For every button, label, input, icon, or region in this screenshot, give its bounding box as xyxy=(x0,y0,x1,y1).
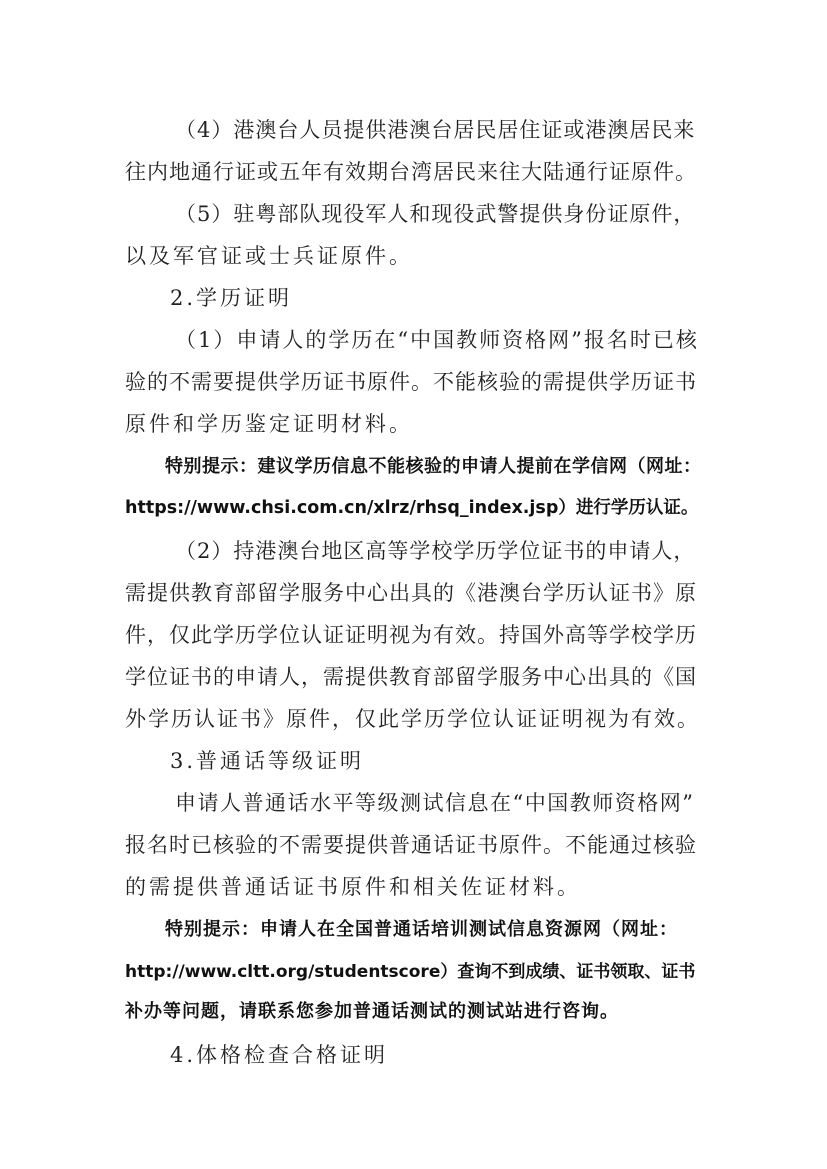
paragraph-4-line-1: （4）港澳台人员提供港澳台居民居住证或港澳居民来 xyxy=(175,118,696,142)
education-item-2-line-4: 学位证书的申请人，需提供教育部留学服务中心出具的《国 xyxy=(125,665,697,689)
mandarin-paragraph-line-2: 报名时已核验的不需要提供普通话证书原件。不能通过核验 xyxy=(125,833,697,857)
mandarin-paragraph-line-3: 的需提供普通话证书原件和相关佐证材料。 xyxy=(125,875,581,899)
paragraph-5-line-1: （5）驻粤部队现役军人和现役武警提供身份证原件， xyxy=(175,202,696,226)
education-item-2-line-5: 外学历认证书》原件，仅此学历学位认证证明视为有效。 xyxy=(125,707,700,731)
section-4-heading: 4.体格检查合格证明 xyxy=(170,1043,389,1067)
education-item-1-line-1: （1）申请人的学历在“中国教师资格网”报名时已核 xyxy=(175,328,699,352)
paragraph-4-line-2: 往内地通行证或五年有效期台湾居民来往大陆通行证原件。 xyxy=(125,160,697,184)
education-item-1-line-3: 原件和学历鉴定证明材料。 xyxy=(125,412,413,436)
section-3-heading: 3.普通话等级证明 xyxy=(170,749,365,773)
section-2-heading: 2.学历证明 xyxy=(170,286,293,310)
mandarin-paragraph-line-1: 申请人普通话水平等级测试信息在“中国教师资格网” xyxy=(175,791,695,815)
education-tip-line-2: https://www.chsi.com.cn/xlrz/rhsq_index.jsp）进行学历认证。 xyxy=(125,498,699,518)
education-tip-line-1: 特别提示：建议学历信息不能核验的申请人提前在学信网（网址： xyxy=(165,456,702,477)
education-item-2-line-2: 需提供教育部留学服务中心出具的《港澳台学历认证书》原 xyxy=(125,581,697,605)
mandarin-tip-line-3: 补办等问题，请联系您参加普通话测试的测试站进行咨询。 xyxy=(125,1001,619,1022)
education-item-2-line-1: （2）持港澳台地区高等学校学历学位证书的申请人， xyxy=(175,539,696,563)
mandarin-tip-line-2: http://www.cltt.org/studentscore）查询不到成绩、证书领取、证书 xyxy=(125,962,696,982)
paragraph-5-line-2: 以及军官证或士兵证原件。 xyxy=(125,244,413,268)
education-item-2-line-3: 件，仅此学历学位认证证明视为有效。持国外高等学校学历 xyxy=(125,623,697,647)
mandarin-tip-line-1: 特别提示：申请人在全国普通话培训测试信息资源网（网址： xyxy=(165,919,678,940)
education-item-1-line-2: 验的不需要提供学历证书原件。不能核验的需提供学历证书 xyxy=(125,370,697,394)
